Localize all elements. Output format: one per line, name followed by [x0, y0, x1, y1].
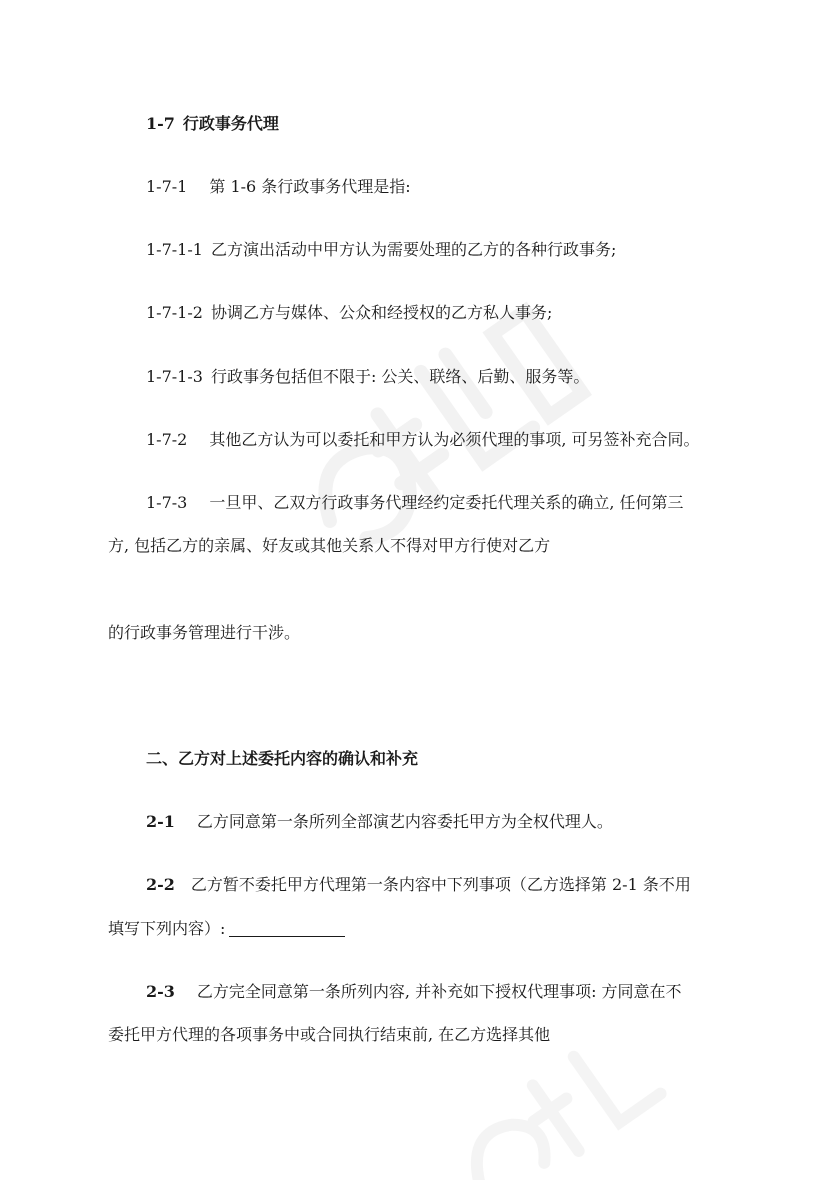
clause-1-7-2 [146, 429, 700, 451]
clause-1-7-3-line-2: 方, 包括乙方的亲属、好友或其他关系人不得对甲方行使对乙方 [108, 536, 551, 555]
clause-text: 其他乙方认为可以委托和甲方认为必须代理的事项, 可另签补充合同。 [209, 430, 700, 449]
clause-text: 行政事务包括但不限于: 公关、联络、后勤、服务等。 [210, 367, 590, 386]
section-2-heading: 二、乙方对上述委托内容的确认和补充 [146, 749, 419, 768]
clause-number: 1-7-1 [146, 177, 188, 196]
clause-number: 1-7-1-1 [146, 240, 203, 259]
clause-number: 1-7-2 [146, 430, 188, 449]
clause-1-7-1-3 [146, 366, 589, 388]
clause-number: 2-2 [146, 875, 175, 894]
clause-1-7-3-line-3: 的行政事务管理进行干涉。 [108, 623, 301, 642]
clause-2-3 [146, 981, 682, 1003]
clause-text-line-1: 乙方完全同意第一条所列内容, 并补充如下授权代理事项: 方同意在不 [196, 982, 682, 1001]
clause-2-2 [146, 874, 691, 896]
clause-number: 2-3 [146, 982, 175, 1001]
clause-number: 1-7-1-2 [146, 303, 203, 322]
section-title: 行政事务代理 [182, 114, 279, 133]
clause-1-7-3 [146, 492, 684, 514]
clause-1-7-1-2 [146, 302, 552, 324]
clause-text-line-2: 填写下列内容）: [108, 919, 226, 938]
clause-text: 乙方同意第一条所列全部演艺内容委托甲方为全权代理人。 [196, 812, 613, 831]
clause-2-3-line-2: 委托甲方代理的各项事务中或合同执行结束前, 在乙方选择其他 [108, 1025, 551, 1044]
clause-text: 乙方演出活动中甲方认为需要处理的乙方的各种行政事务; [210, 240, 617, 259]
fill-in-blank[interactable] [229, 920, 345, 937]
clause-text-line-1: 乙方暂不委托甲方代理第一条内容中下列事项（乙方选择第 2-1 条不用 [190, 875, 691, 894]
clause-text: 第 1-6 条行政事务代理是指: [209, 177, 411, 196]
clause-number: 1-7-3 [146, 493, 188, 512]
section-1-7-heading [146, 113, 279, 135]
section-number: 1-7 [146, 114, 175, 133]
clause-text-line-1: 一旦甲、乙双方行政事务代理经约定委托代理关系的确立, 任何第三 [209, 493, 684, 512]
watermark-logo-icon [420, 1040, 680, 1180]
clause-2-1 [146, 811, 613, 833]
clause-text: 协调乙方与媒体、公众和经授权的乙方私人事务; [210, 303, 553, 322]
clause-number: 1-7-1-3 [146, 367, 203, 386]
clause-number: 2-1 [146, 812, 175, 831]
clause-2-2-line-2 [108, 918, 345, 940]
clause-1-7-1-1 [146, 239, 616, 261]
clause-1-7-1 [146, 176, 411, 198]
